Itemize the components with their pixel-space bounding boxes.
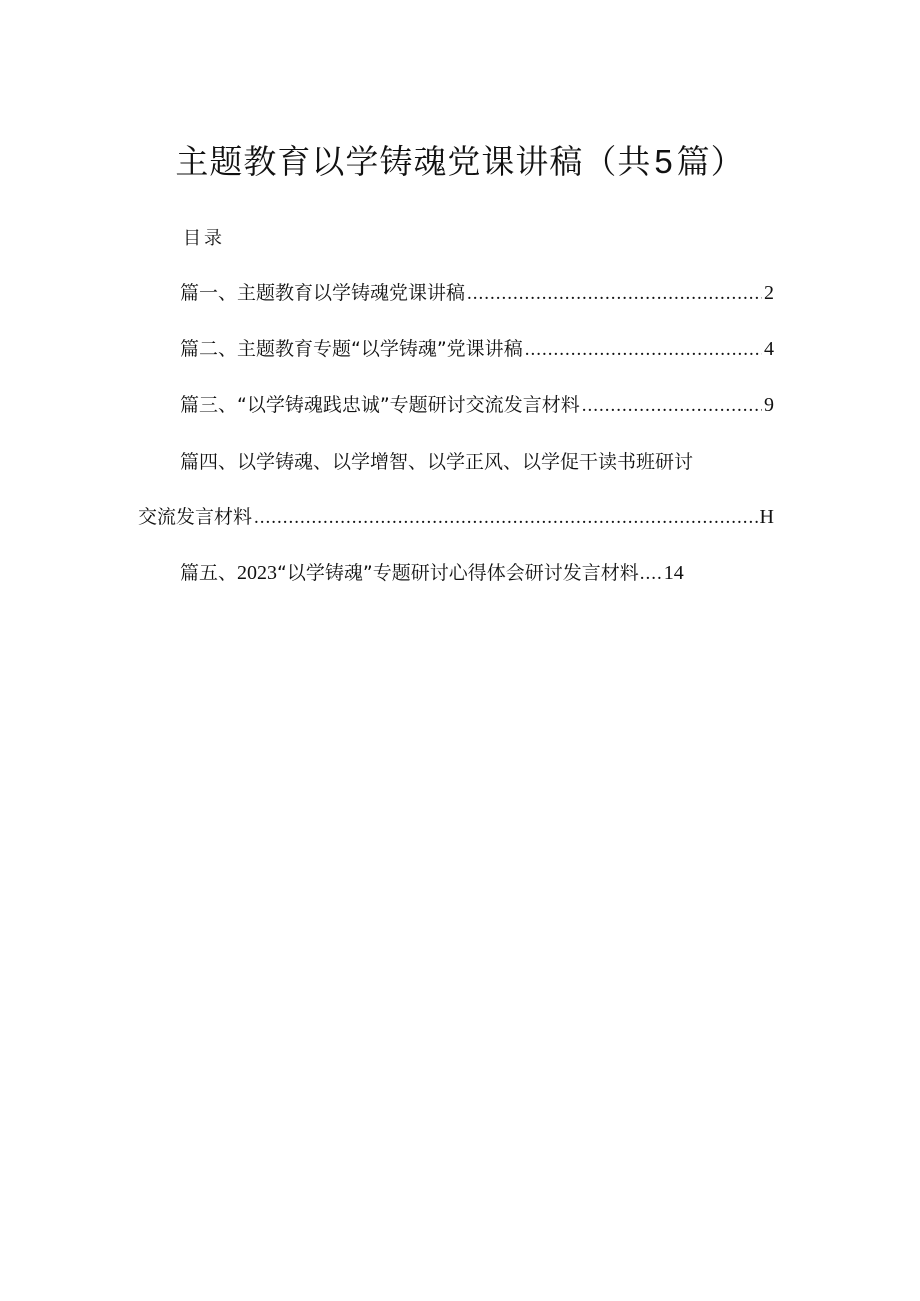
toc-entry-label: 篇二、主题教育专题“以学铸魂”党课讲稿 <box>180 338 523 360</box>
toc-entry-4-line-2[interactable] <box>138 503 774 532</box>
toc-entry-3[interactable] <box>180 391 774 420</box>
toc-entry-label-continued: 交流发言材料 <box>138 506 253 528</box>
toc-entry-title: “以学铸魂”专题研讨心得体会研讨发言材料 <box>277 562 639 584</box>
toc-entry-year: 2023 <box>237 562 278 584</box>
title-count: 5 <box>654 143 674 180</box>
toc-heading: 目录 <box>183 228 225 249</box>
toc-page-number: 2 <box>764 282 774 304</box>
toc-page-number: 14 <box>663 562 684 584</box>
title-end: 篇） <box>676 142 745 181</box>
toc-entry-label: 篇三、“以学铸魂践忠诚”专题研讨交流发言材料 <box>180 394 580 416</box>
toc-entry-1[interactable] <box>180 279 774 308</box>
toc-leader-dots <box>525 336 762 364</box>
toc-leader-dots <box>467 280 762 308</box>
toc-leader-dots <box>254 504 758 532</box>
toc-leader-dots <box>582 392 762 420</box>
title-main: 主题教育以学铸魂党课讲稿（共 <box>175 142 652 181</box>
toc-page-number: H <box>759 506 774 528</box>
toc-entry-2[interactable] <box>180 335 774 364</box>
toc-entry-label: 篇四、以学铸魂、以学增智、以学正风、以学促干读书班研讨 <box>180 451 694 473</box>
toc-entry-label: 篇一、主题教育以学铸魂党课讲稿 <box>180 282 466 304</box>
toc-page-number: 9 <box>764 394 774 416</box>
toc-entry-4-line-1[interactable] <box>180 448 693 476</box>
toc-page-number: 4 <box>764 338 774 360</box>
toc-entry-5[interactable] <box>180 559 684 588</box>
toc-entry-label <box>180 559 639 587</box>
toc-leader-dots: .... <box>639 563 663 584</box>
toc-entry-prefix: 篇五、 <box>180 562 238 584</box>
document-title <box>0 136 920 188</box>
